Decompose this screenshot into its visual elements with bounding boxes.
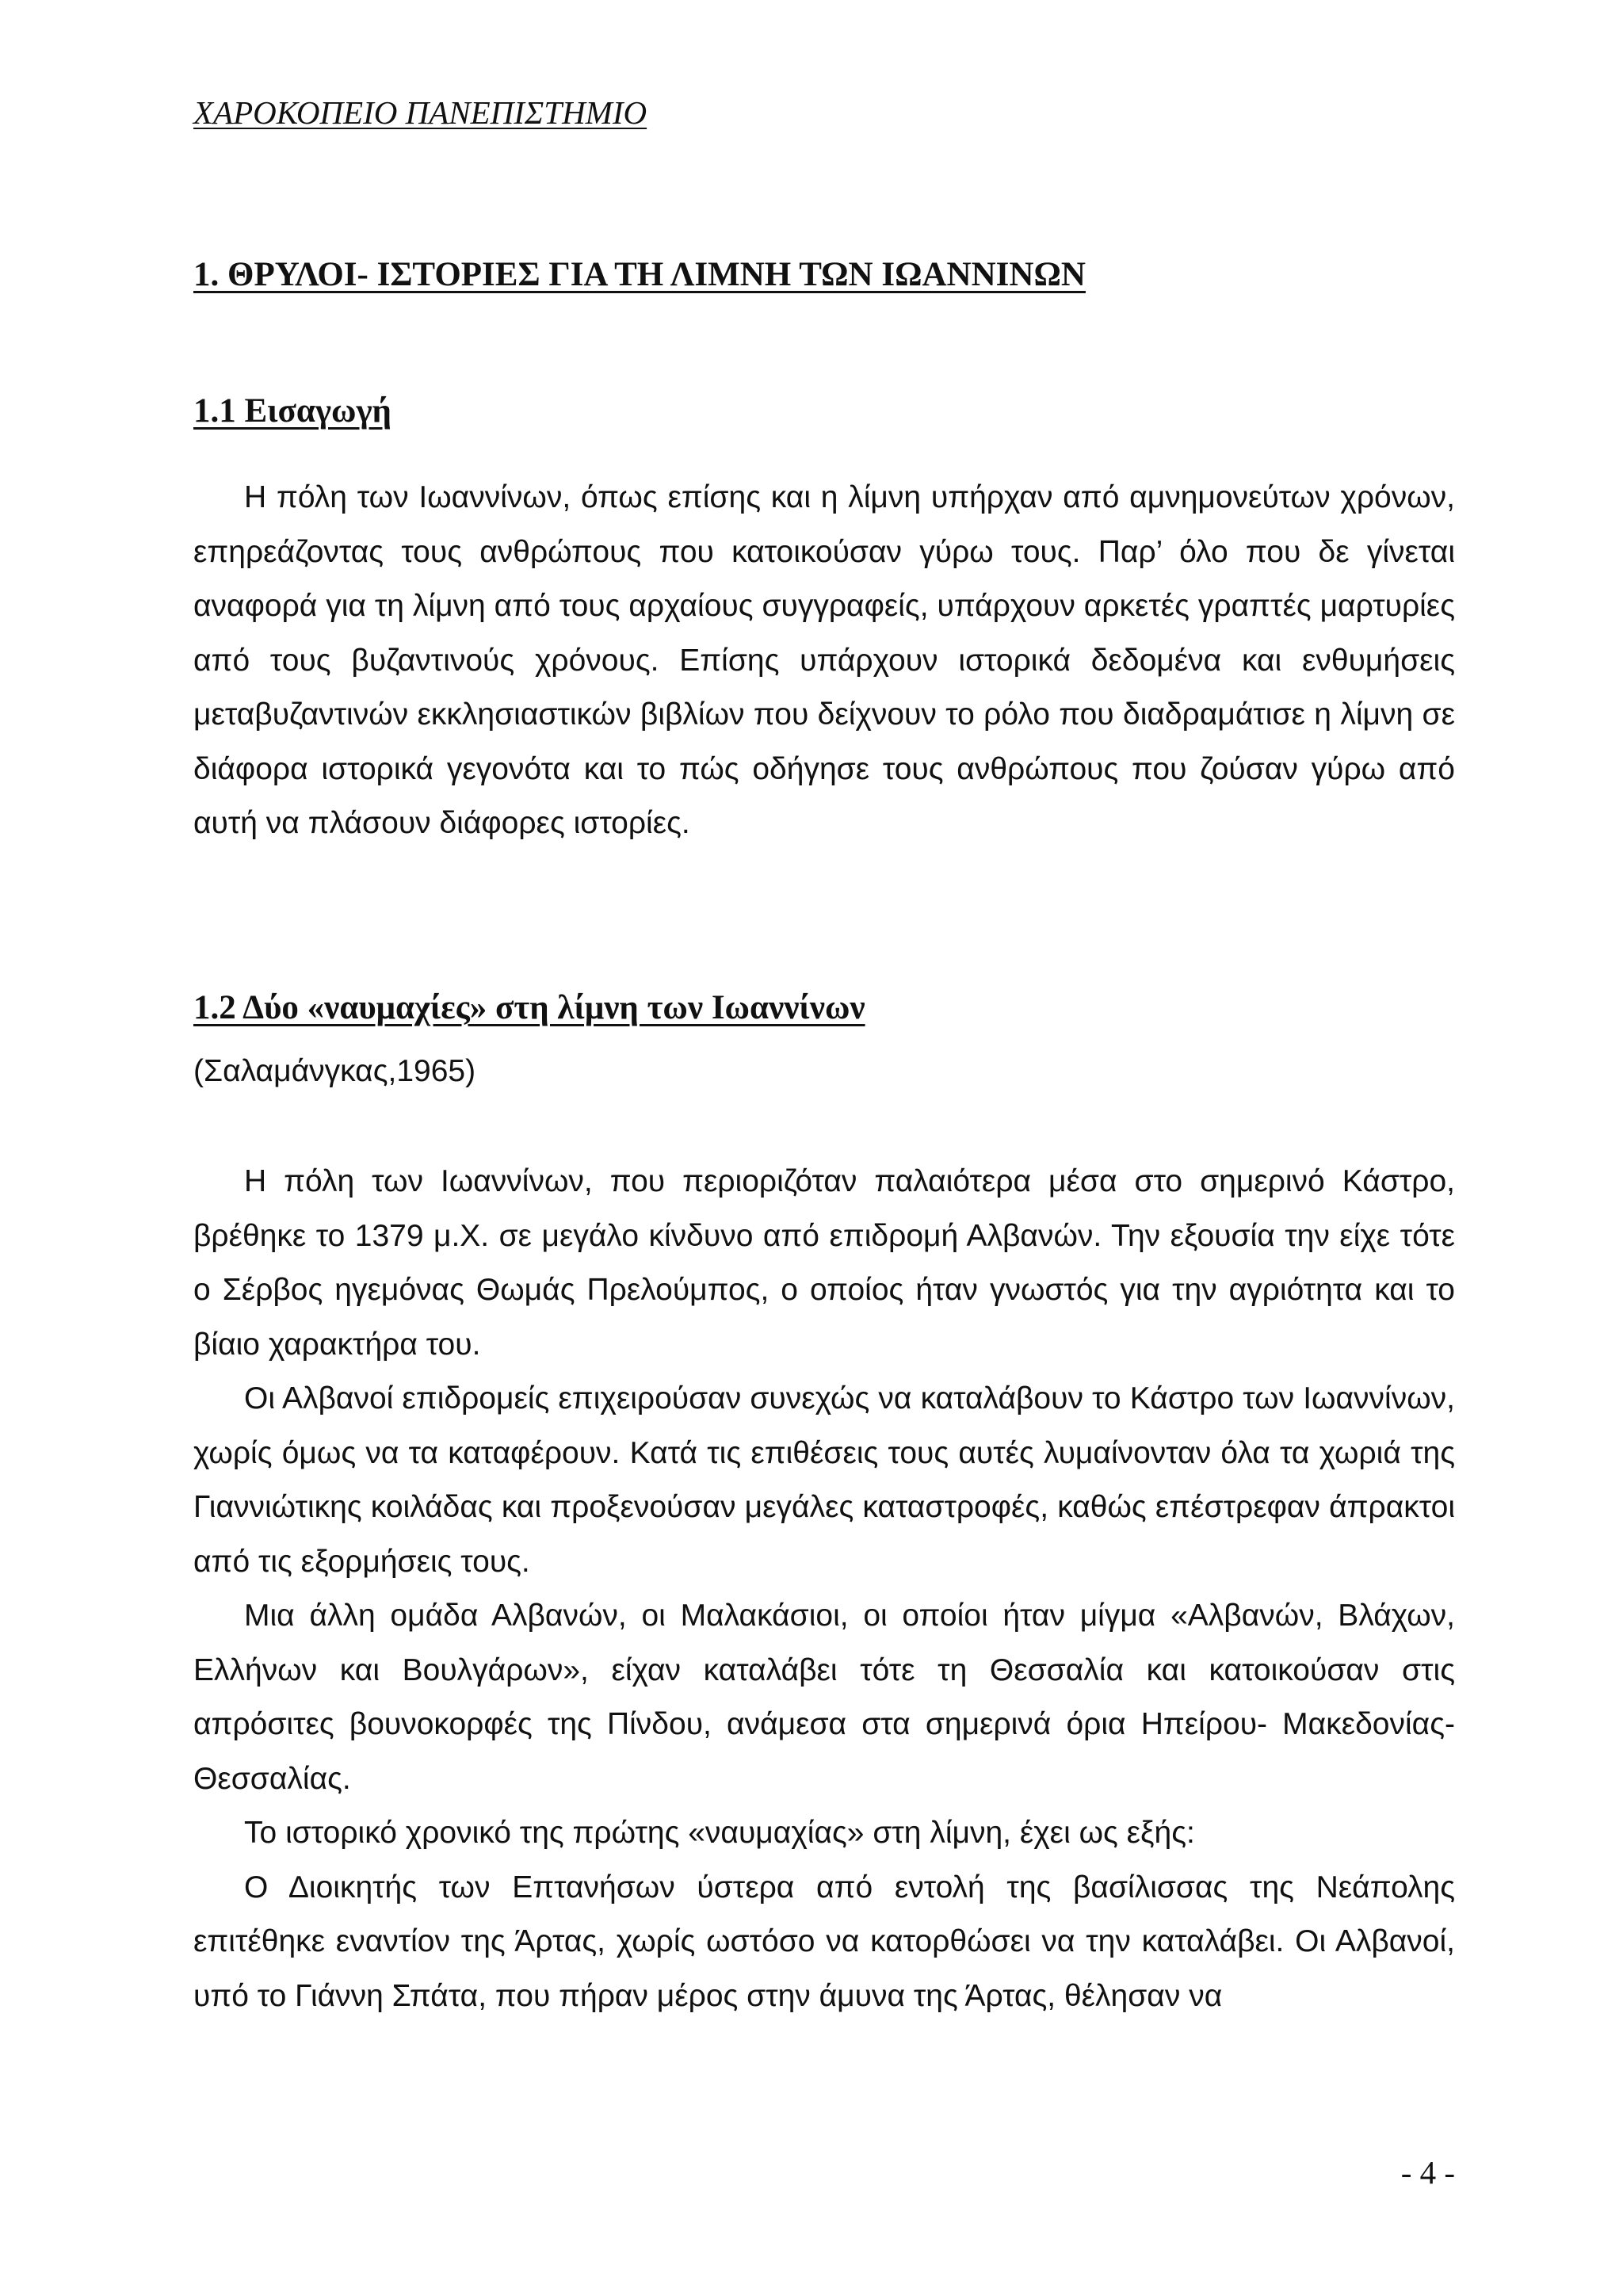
section-1-1-body: [193, 471, 1455, 851]
paragraph: Το ιστορικό χρονικό της πρώτης «ναυμαχίας» στη λίμνη, έχει ως εξής:: [244, 1816, 1195, 1850]
paragraph: Μια άλλη ομάδα Αλβανών, οι Μαλακάσιοι, οι οποίοι ήταν μίγμα «Αλβανών, Βλάχων, Ελλήνων και Βουλγάρων», είχαν καταλάβει τότε τη Θεσσαλία και κατοικούσαν στις απρόσιτες βουνοκορφές της Πίνδου, ανάμεσα στα σημερινά όρια Ηπείρου- Μακεδονίας- Θεσσαλίας.: [193, 1599, 1455, 1796]
paragraph: Η πόλη των Ιωαννίνων, που περιοριζόταν παλαιότερα μέσα στο σημερινό Κάστρο, βρέθηκε το 1379 μ.Χ. σε μεγάλο κίνδυνο από επιδρομή Αλβανών. Την εξουσία την είχε τότε ο Σέρβος ηγεμόνας Θωμάς Πρελούμπος, ο οποίος ήταν γνωστός για την αγριότητα και το βίαιο χαρακτήρα του.: [193, 1164, 1455, 1362]
section-1-2-body: [193, 1155, 1455, 2023]
paragraph: Η πόλη των Ιωαννίνων, όπως επίσης και η λίμνη υπήρχαν από αμνημονεύτων χρόνων, επηρεάζοντας τους ανθρώπους που κατοικούσαν γύρω τους. Παρ’ όλο που δε γίνεται αναφορά για τη λίμνη από τους αρχαίους συγγραφείς, υπάρχουν αρκετές γραπτές μαρτυρίες από τους βυζαντινούς χρόνους. Επίσης υπάρχουν ιστορικά δεδομένα και ενθυμήσεις μεταβυζαντινών εκκλησιαστικών βιβλίων που δείχνουν το ρόλο που διαδραμάτισε η λίμνη σε διάφορα ιστορικά γεγονότα και το πώς οδήγησε τους ανθρώπους που ζούσαν γύρω από αυτή να πλάσουν διάφορες ιστορίες.: [193, 480, 1455, 840]
running-header: ΧΑΡΟΚΟΠΕΙΟ ΠΑΝΕΠΙΣΤΗΜΙΟ: [193, 94, 647, 131]
section-title-1-1: 1.1 Εισαγωγή: [193, 392, 391, 430]
citation: (Σαλαμάνγκας,1965): [193, 1054, 476, 1088]
paragraph: Οι Αλβανοί επιδρομείς επιχειρούσαν συνεχώς να καταλάβουν το Κάστρο των Ιωαννίνων, χωρίς όμως να τα καταφέρουν. Κατά τις επιθέσεις τους αυτές λυμαίνονταν όλα τα χωριά της Γιαννιώτικης κοιλάδας και προξενούσαν μεγάλες καταστροφές, καθώς επέστρεφαν άπρακτοι από τις εξορμήσεις τους.: [193, 1381, 1455, 1579]
chapter-title: 1. ΘΡΥΛΟΙ- ΙΣΤΟΡΙΕΣ ΓΙΑ ΤΗ ΛΙΜΝΗ ΤΩΝ ΙΩΑΝΝΙΝΩΝ: [193, 256, 1086, 293]
page-number: - 4 -: [1400, 2154, 1455, 2191]
section-title-1-2: 1.2 Δύο «ναυμαχίες» στη λίμνη των Ιωαννίνων: [193, 989, 865, 1026]
paragraph: Ο Διοικητής των Επτανήσων ύστερα από εντολή της βασίλισσας της Νεάπολης επιτέθηκε εναντίον της Άρτας, χωρίς ωστόσο να κατορθώσει να την καταλάβει. Οι Αλβανοί, υπό το Γιάννη Σπάτα, που πήραν μέρος στην άμυνα της Άρτας, θέλησαν να: [193, 1870, 1455, 2013]
